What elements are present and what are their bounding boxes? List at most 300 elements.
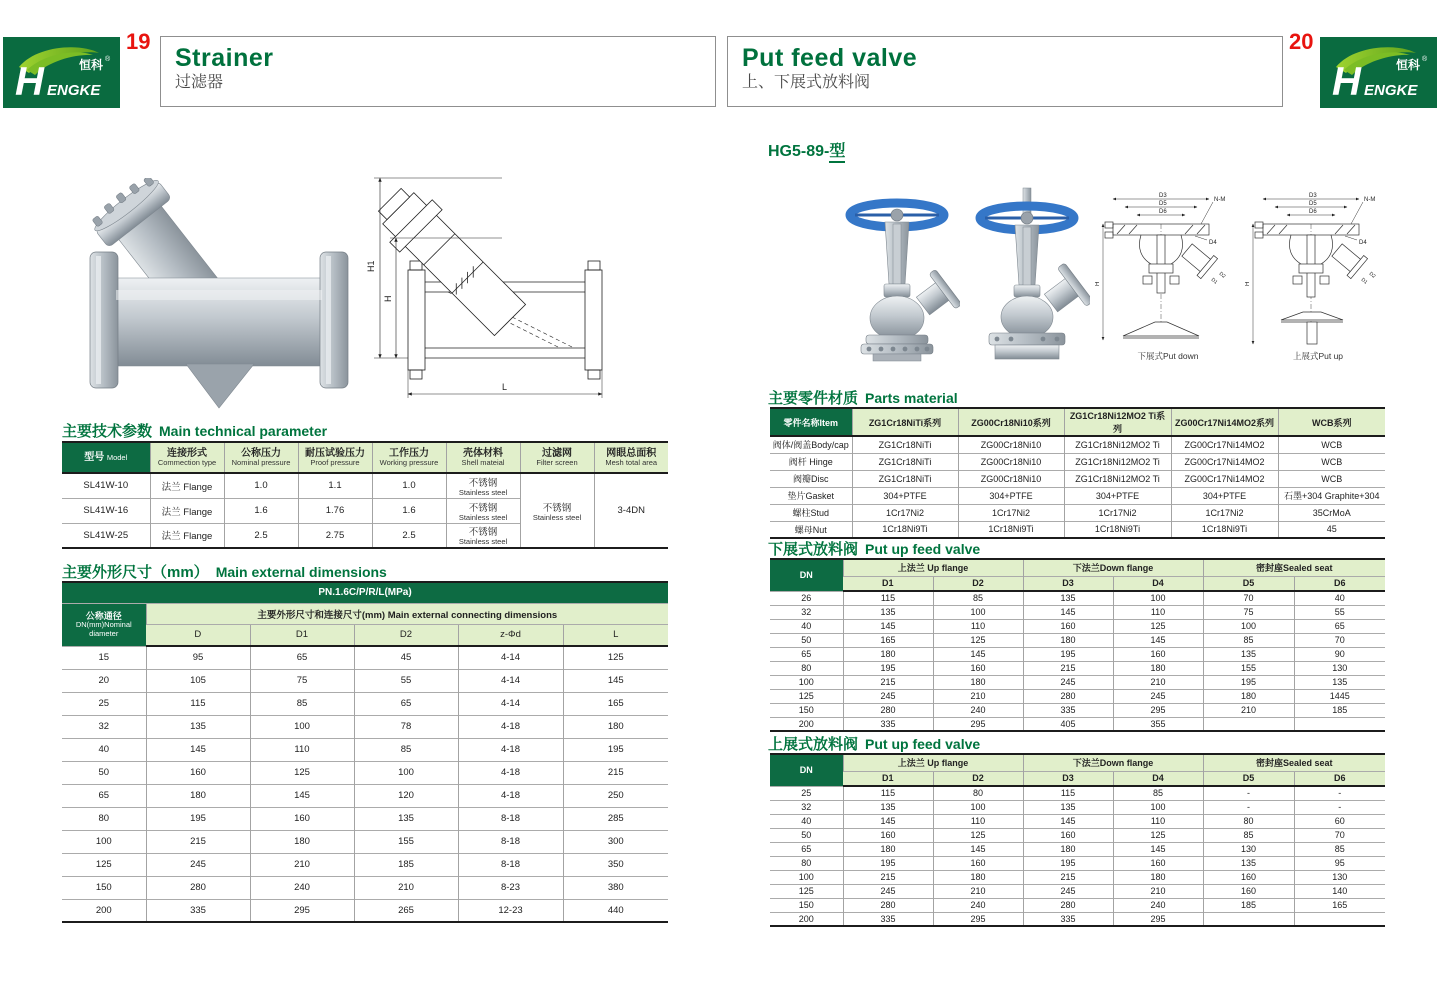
col-header-d1: D1: [843, 576, 933, 591]
page-title-left-cn: 过滤器: [175, 73, 224, 91]
section-heading-tech-params: 主要技术参数 Main technical parameter: [62, 423, 328, 440]
table-cell: ZG1Cr18Ni12MO2 Ti: [1064, 470, 1171, 487]
table-cell: 110: [1113, 814, 1203, 828]
table-cell: 280: [146, 876, 250, 899]
table-cell: 4-18: [458, 761, 563, 784]
table-cell: 135: [1203, 856, 1294, 870]
main-external-dimensions-table: [62, 581, 668, 923]
table-cell: 4-18: [458, 738, 563, 761]
col-header-d3: D3: [1023, 771, 1113, 786]
table-cell: 螺母Nut: [770, 521, 852, 538]
table-cell: 240: [933, 898, 1023, 912]
brand-rest: ENGKE: [1364, 82, 1418, 99]
table-cell: 1.76: [298, 498, 372, 523]
table-cell: 300: [563, 830, 668, 853]
col-header-connection: 连接形式 Commection type: [150, 442, 224, 473]
table-cell: 240: [1113, 898, 1203, 912]
table-row: [62, 646, 668, 669]
table-cell: 355: [1113, 717, 1203, 731]
col-header-d1: D1: [843, 771, 933, 786]
table-cell: -: [1294, 800, 1385, 814]
table-row: [770, 800, 1385, 814]
col-header-nominal-pressure: 公称压力 Nominal pressure: [224, 442, 298, 473]
table-cell: 85: [1203, 828, 1294, 842]
table-cell: 180: [933, 870, 1023, 884]
table-cell: 165: [1294, 898, 1385, 912]
put-up-dimensions-table: [770, 753, 1385, 927]
table-row: [62, 830, 668, 853]
table-cell: 32: [62, 715, 146, 738]
col-header-d4: D4: [1113, 771, 1203, 786]
table-cell: 32: [770, 605, 843, 619]
table-cell: 135: [843, 800, 933, 814]
table-cell: 100: [1203, 619, 1294, 633]
brand-cn: 恒科: [1396, 58, 1421, 72]
table-cell: 245: [1113, 689, 1203, 703]
table-cell: 85: [1113, 786, 1203, 800]
section-heading-parts-material: 主要零件材质 Parts material: [768, 390, 958, 407]
put-down-dimensions-table: [770, 558, 1385, 732]
table-cell: 90: [1294, 647, 1385, 661]
table-row: [770, 487, 1385, 504]
table-cell: 160: [1023, 619, 1113, 633]
table-cell: 95: [146, 646, 250, 669]
table-cell: 215: [146, 830, 250, 853]
brand-initial: H: [15, 60, 44, 104]
table-cell: 120: [354, 784, 458, 807]
page-title-right-en: Put feed valve: [742, 44, 918, 72]
section-heading-put-down: 下展式放料阀 Put up feed valve: [768, 541, 981, 558]
table-cell: SL41W-16: [62, 498, 150, 523]
table-cell: 100: [62, 830, 146, 853]
page-number-left: 19: [126, 29, 151, 54]
col-header-l: L: [563, 624, 668, 646]
table-cell: 1.1: [298, 473, 372, 498]
table-cell: 40: [1294, 591, 1385, 605]
table-cell: 1Cr17Ni2: [852, 504, 958, 521]
table-cell: 215: [843, 675, 933, 689]
table-cell: 195: [1023, 856, 1113, 870]
table-row: [770, 717, 1385, 731]
table-cell: 160: [1113, 647, 1203, 661]
table-cell: 250: [563, 784, 668, 807]
col-header-mesh-area: 网眼总面积 Mesh total area: [594, 442, 668, 473]
table-row: [62, 876, 668, 899]
table-cell: 210: [354, 876, 458, 899]
table-cell: 70: [1294, 828, 1385, 842]
group-header-sealed-seat: 密封座Sealed seat: [1203, 559, 1385, 576]
registered-mark: ®: [105, 56, 111, 63]
table-cell: 135: [1023, 800, 1113, 814]
table-cell: 210: [1203, 703, 1294, 717]
table-cell: 180: [1113, 870, 1203, 884]
dim-label-nm: N-M: [1364, 197, 1376, 203]
table-cell: 200: [770, 912, 843, 926]
table-cell: 295: [1113, 703, 1203, 717]
table-cell: 85: [250, 692, 354, 715]
table-cell: 115: [843, 591, 933, 605]
table-cell: 100: [354, 761, 458, 784]
table-cell: 垫片Gasket: [770, 487, 852, 504]
col-header-model: 型号 Model: [62, 442, 150, 473]
dim-label-d1: D1: [1359, 276, 1369, 286]
table-cell: 2.5: [372, 523, 446, 548]
dim-label-d2: D2: [1367, 270, 1377, 280]
table-cell: 335: [843, 717, 933, 731]
table-cell: 160: [1023, 828, 1113, 842]
table-cell: 8-18: [458, 807, 563, 830]
table-cell: 304+PTFE: [1064, 487, 1171, 504]
table-cell: 45: [354, 646, 458, 669]
table-cell: 210: [250, 853, 354, 876]
table-cell: 65: [62, 784, 146, 807]
col-header-d: D: [146, 624, 250, 646]
col-header-dn: DN: [770, 754, 843, 786]
table-cell: 12-23: [458, 899, 563, 922]
table-cell: 130: [1203, 842, 1294, 856]
drawing-caption-put-down: 下展式Put down: [1137, 351, 1199, 361]
table-cell: 螺柱Stud: [770, 504, 852, 521]
table-cell: 阀瓣Disc: [770, 470, 852, 487]
table-cell: 210: [933, 689, 1023, 703]
table-cell: 110: [1113, 605, 1203, 619]
table-cell: 180: [1113, 661, 1203, 675]
table-cell: 35CrMoA: [1278, 504, 1385, 521]
table-row: [770, 814, 1385, 828]
table-cell: ZG1Cr18NiTi: [852, 470, 958, 487]
table-cell: 160: [250, 807, 354, 830]
dim-label-h: H: [383, 295, 393, 302]
table-cell: 1Cr18Ni9Ti: [852, 521, 958, 538]
table-cell: 15: [62, 646, 146, 669]
table-cell: 65: [250, 646, 354, 669]
table-cell: 285: [563, 807, 668, 830]
table-cell: 26: [770, 591, 843, 605]
table-cell: 130: [1294, 870, 1385, 884]
table-cell: 135: [146, 715, 250, 738]
table-row: [62, 669, 668, 692]
col-header-series-4: ZG00Cr17Ni14MO2系列: [1171, 408, 1278, 436]
table-cell: 石墨+304 Graphite+304: [1278, 487, 1385, 504]
dim-label-d4: D4: [1209, 240, 1217, 246]
table-cell: 180: [1203, 689, 1294, 703]
col-header-d3: D3: [1023, 576, 1113, 591]
group-header-up-flange: 上法兰 Up flange: [843, 754, 1023, 771]
table-cell: 160: [843, 828, 933, 842]
table-cell: 80: [1203, 814, 1294, 828]
table-cell: 150: [770, 703, 843, 717]
page-number-right: 20: [1289, 29, 1314, 54]
table-cell: 195: [146, 807, 250, 830]
table-cell: 不锈钢 Stainless steel: [446, 498, 520, 523]
table-row: [62, 761, 668, 784]
col-header-d4: D4: [1113, 576, 1203, 591]
table-cell: 240: [933, 703, 1023, 717]
table-cell: 32: [770, 800, 843, 814]
col-header-series-2: ZG00Cr18Ni10系列: [958, 408, 1064, 436]
group-header-down-flange: 下法兰Down flange: [1023, 559, 1203, 576]
table-cell: 180: [933, 675, 1023, 689]
dim-label-d3: D3: [1309, 193, 1317, 199]
table-cell: 145: [1023, 605, 1113, 619]
table-cell: 295: [250, 899, 354, 922]
table-cell: 20: [62, 669, 146, 692]
table-cell: ZG00Cr18Ni10: [958, 453, 1064, 470]
table-cell: 295: [933, 717, 1023, 731]
table-row: [770, 633, 1385, 647]
table-cell: 140: [1294, 884, 1385, 898]
table-cell: 40: [770, 619, 843, 633]
col-header-working-pressure: 工作压力 Working pressure: [372, 442, 446, 473]
table-row: [770, 703, 1385, 717]
table-cell: 2.75: [298, 523, 372, 548]
table-cell: ZG1Cr18Ni12MO2 Ti: [1064, 436, 1171, 453]
table-cell: 135: [1203, 647, 1294, 661]
table-cell: 180: [843, 842, 933, 856]
table-cell: 60: [1294, 814, 1385, 828]
table-cell: 95: [1294, 856, 1385, 870]
col-header-item: 零件名称Item: [770, 408, 852, 436]
table-cell: 160: [1203, 884, 1294, 898]
table-cell: 85: [1203, 633, 1294, 647]
table-cell: 180: [1023, 633, 1113, 647]
table-cell: 160: [146, 761, 250, 784]
table-cell: 8-18: [458, 853, 563, 876]
table-cell: 215: [1023, 661, 1113, 675]
table-cell: 1445: [1294, 689, 1385, 703]
table-cell: 法兰 Flange: [150, 473, 224, 498]
table-cell: 155: [1203, 661, 1294, 675]
table-cell: 145: [843, 619, 933, 633]
dim-label-d2: D2: [1217, 270, 1227, 280]
table-cell: 280: [843, 898, 933, 912]
table-cell: 130: [1294, 661, 1385, 675]
table-cell: 135: [354, 807, 458, 830]
table-cell: 240: [250, 876, 354, 899]
table-cell: 100: [1113, 591, 1203, 605]
col-header-dn: 公称通径 DN(mm)Nominal diameter: [62, 603, 146, 646]
registered-mark: ®: [1422, 56, 1428, 63]
table-cell: [1294, 717, 1385, 731]
table-cell: 195: [563, 738, 668, 761]
table-row: [770, 453, 1385, 470]
table-row: [62, 807, 668, 830]
table-cell: 145: [1023, 814, 1113, 828]
valve-photo-put-up: [965, 185, 1090, 373]
table-cell: 1Cr17Ni2: [1064, 504, 1171, 521]
table-cell: 125: [933, 633, 1023, 647]
table-cell: 55: [1294, 605, 1385, 619]
table-cell: 100: [1113, 800, 1203, 814]
table-cell: 110: [933, 619, 1023, 633]
table-row: [770, 605, 1385, 619]
table-cell: 1Cr18Ni9Ti: [1171, 521, 1278, 538]
table-row: [770, 870, 1385, 884]
table-cell: 2.5: [224, 523, 298, 548]
table-cell: 1.0: [224, 473, 298, 498]
section-heading-put-up: 上展式放料阀 Put up feed valve: [768, 736, 981, 753]
table-cell: 100: [933, 800, 1023, 814]
table-cell: ZG00Cr18Ni10: [958, 436, 1064, 453]
table-cell: 245: [146, 853, 250, 876]
table-cell: 125: [770, 884, 843, 898]
table-cell: 165: [563, 692, 668, 715]
table-cell: 125: [1113, 828, 1203, 842]
table-cell: 75: [1203, 605, 1294, 619]
model-heading: HG5-89-型: [768, 138, 845, 161]
table-cell: 4-18: [458, 784, 563, 807]
table-cell: 180: [250, 830, 354, 853]
table-cell: -: [1203, 800, 1294, 814]
table-cell: 不锈钢 Stainless steel: [520, 473, 594, 548]
table-cell: 160: [1113, 856, 1203, 870]
table-cell: 304+PTFE: [852, 487, 958, 504]
table-cell: 125: [1113, 619, 1203, 633]
dim-label-h: H: [1095, 281, 1101, 286]
col-header-dn: DN: [770, 559, 843, 591]
table-row: [770, 470, 1385, 487]
table-cell: 335: [1023, 703, 1113, 717]
table-cell: 195: [843, 661, 933, 675]
table-cell: 1Cr18Ni9Ti: [958, 521, 1064, 538]
table-cell: 135: [1023, 591, 1113, 605]
table-cell: 335: [843, 912, 933, 926]
table-cell: ZG1Cr18NiTi: [852, 453, 958, 470]
pn-header: PN.1.6C/P/R/L(MPa): [62, 582, 668, 603]
strainer-photo: [78, 178, 360, 429]
table-cell: WCB: [1278, 436, 1385, 453]
table-cell: 65: [354, 692, 458, 715]
table-cell: 50: [770, 828, 843, 842]
table-cell: 195: [843, 856, 933, 870]
group-header-dimensions: 主要外形尺寸和连接尺寸(mm) Main external connecting dimensions: [146, 603, 668, 624]
table-cell: 65: [1294, 619, 1385, 633]
table-cell: 115: [146, 692, 250, 715]
table-cell: 115: [1023, 786, 1113, 800]
table-cell: 335: [146, 899, 250, 922]
table-cell: 40: [770, 814, 843, 828]
col-header-d2: D2: [354, 624, 458, 646]
table-cell: 65: [770, 647, 843, 661]
table-cell: 85: [354, 738, 458, 761]
dim-label-d6: D6: [1159, 209, 1167, 215]
table-row: [62, 784, 668, 807]
table-cell: 25: [770, 786, 843, 800]
table-cell: 135: [1294, 675, 1385, 689]
table-row: [770, 675, 1385, 689]
table-cell: 不锈钢 Stainless steel: [446, 523, 520, 548]
table-cell: 350: [563, 853, 668, 876]
table-cell: 80: [62, 807, 146, 830]
table-cell: 4-14: [458, 669, 563, 692]
table-cell: 185: [1294, 703, 1385, 717]
table-cell: 145: [1113, 842, 1203, 856]
table-cell: 75: [250, 669, 354, 692]
table-cell: 265: [354, 899, 458, 922]
col-header-d6: D6: [1294, 576, 1385, 591]
table-cell: ZG1Cr18NiTi: [852, 436, 958, 453]
table-cell: 4-18: [458, 715, 563, 738]
table-cell: 50: [770, 633, 843, 647]
table-cell: 185: [1203, 898, 1294, 912]
col-header-d5: D5: [1203, 576, 1294, 591]
table-row: [770, 689, 1385, 703]
brand-initial: H: [1332, 60, 1361, 104]
table-cell: 50: [62, 761, 146, 784]
table-cell: 法兰 Flange: [150, 523, 224, 548]
dim-label-d5: D5: [1159, 201, 1167, 207]
table-cell: 195: [1203, 675, 1294, 689]
table-cell: 8-23: [458, 876, 563, 899]
table-row: [770, 884, 1385, 898]
table-cell: 125: [62, 853, 146, 876]
table-row: [770, 619, 1385, 633]
table-cell: 380: [563, 876, 668, 899]
table-cell: ZG00Cr17Ni14MO2: [1171, 453, 1278, 470]
dim-label-l: L: [502, 382, 508, 392]
dim-label-nm: N-M: [1214, 197, 1226, 203]
table-row: [770, 436, 1385, 453]
table-cell: 195: [1023, 647, 1113, 661]
table-cell: [1203, 717, 1294, 731]
table-cell: ZG00Cr17Ni14MO2: [1171, 436, 1278, 453]
valve-photo-put-down: [835, 188, 960, 373]
table-row: [62, 473, 668, 498]
table-cell: 125: [563, 646, 668, 669]
table-cell: 150: [62, 876, 146, 899]
table-cell: 135: [843, 605, 933, 619]
table-cell: 165: [843, 633, 933, 647]
dim-label-d1: D1: [1209, 276, 1219, 286]
table-cell: 25: [62, 692, 146, 715]
drawing-caption-put-up: 上展式Put up: [1292, 351, 1344, 361]
table-cell: 125: [933, 828, 1023, 842]
table-cell: 65: [770, 842, 843, 856]
page-title-left: [160, 36, 716, 107]
col-header-shell-material: 壳体材料 Shell mateial: [446, 442, 520, 473]
table-cell: 100: [770, 675, 843, 689]
group-header-up-flange: 上法兰 Up flange: [843, 559, 1023, 576]
table-cell: SL41W-25: [62, 523, 150, 548]
table-cell: WCB: [1278, 470, 1385, 487]
brand-rest: ENGKE: [47, 82, 101, 99]
table-cell: 245: [843, 689, 933, 703]
table-row: [62, 899, 668, 922]
dim-label-h: H: [1245, 281, 1251, 286]
dim-label-d4: D4: [1359, 240, 1367, 246]
table-cell: 145: [250, 784, 354, 807]
table-cell: 145: [933, 842, 1023, 856]
table-cell: 1.0: [372, 473, 446, 498]
table-cell: 200: [62, 899, 146, 922]
page-title-right: [727, 36, 1283, 107]
table-cell: 85: [933, 591, 1023, 605]
table-row: [770, 898, 1385, 912]
table-cell: 200: [770, 717, 843, 731]
table-cell: 1Cr17Ni2: [958, 504, 1064, 521]
table-cell: 8-18: [458, 830, 563, 853]
table-cell: -: [1294, 786, 1385, 800]
page-title-left-en: Strainer: [175, 44, 274, 72]
group-header-sealed-seat: 密封座Sealed seat: [1203, 754, 1385, 771]
table-cell: 160: [933, 856, 1023, 870]
col-header-proof-pressure: 耐压试验压力 Proof pressure: [298, 442, 372, 473]
col-header-d1: D1: [250, 624, 354, 646]
col-header-series-1: ZG1Cr18NiTi系列: [852, 408, 958, 436]
table-cell: ZG1Cr18Ni12MO2 Ti: [1064, 453, 1171, 470]
section-heading-dimensions: 主要外形尺寸（mm） Main external dimensions: [62, 564, 387, 581]
table-cell: 80: [770, 661, 843, 675]
